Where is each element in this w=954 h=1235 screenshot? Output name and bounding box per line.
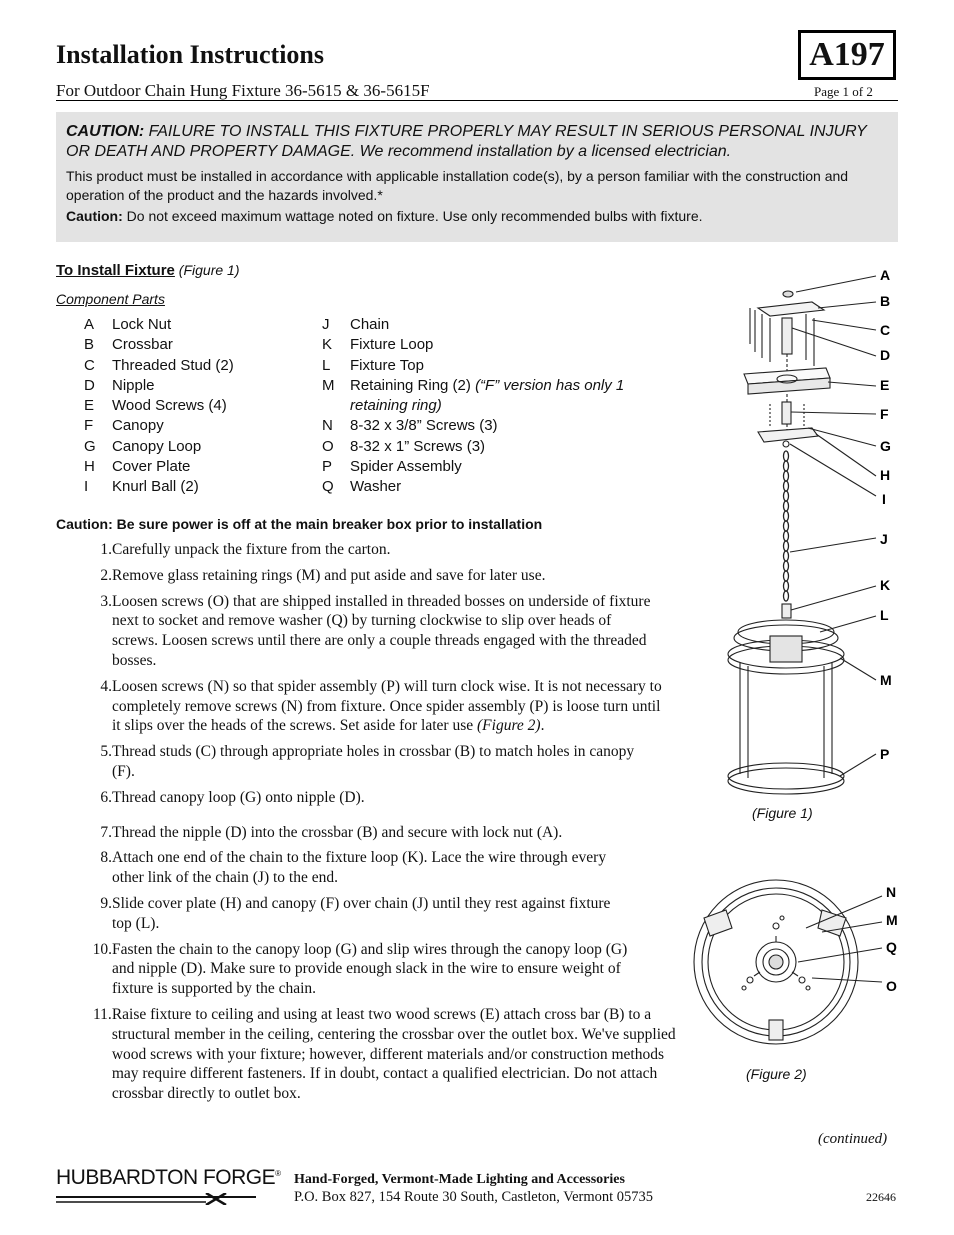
install-heading [56, 262, 239, 279]
part-key: O [322, 437, 334, 455]
fig1-label-j: J [880, 531, 888, 547]
step-text-body: Loosen screws (N) so that spider assembly (P) will turn clock wise. It is not necessary to completely remove screws (N) from fixture. Once spider assembly (P) is loose turn until it slips over the heads of the screws. Set aside for later use [112, 677, 662, 735]
part-key: P [322, 458, 333, 476]
step-text: Loosen screws (O) that are shipped installed in threaded bosses on underside of fixture next to socket and remove washer (Q) by turning clockwise to slip over heads of screws. Loosen screws until there are only a couple threads engaged with the threaded bosses. [112, 592, 651, 669]
list-item [56, 823, 676, 843]
figure-1-diagram [700, 262, 900, 802]
part-key: I [84, 478, 89, 496]
list-item [56, 848, 676, 888]
fig1-label-a: A [880, 267, 891, 283]
step-text [112, 677, 668, 736]
part-key: H [84, 458, 95, 476]
component-parts-heading: Component Parts [56, 291, 165, 307]
list-item [322, 477, 662, 497]
part-name-text: Retaining Ring (2) [350, 376, 476, 394]
fig1-label-l: L [880, 607, 889, 623]
list-item [322, 315, 662, 335]
list-item [322, 437, 662, 457]
fig2-label-o: O [886, 978, 897, 994]
step-number: 5. [100, 743, 112, 761]
part-note: (“F” version has only 1 retaining ring) [350, 376, 625, 415]
page-title: Installation Instructions [56, 40, 324, 69]
brand-logo-mark [56, 1193, 256, 1205]
step-number: 10. [92, 940, 112, 958]
part-name: Cover Plate [112, 458, 191, 476]
caution-warning [66, 122, 886, 162]
list-item [84, 396, 304, 416]
part-name: 8-32 x 3/8” Screws (3) [350, 417, 498, 435]
part-name: Canopy Loop [112, 437, 202, 455]
fig2-label-m: M [886, 912, 898, 928]
step-number: 9. [100, 894, 112, 912]
step-text: Thread canopy loop (G) onto nipple (D). [112, 788, 365, 806]
step-text: Fasten the chain to the canopy loop (G) and slip wires through the canopy loop (G) and nipple (D). Make sure to provide enough slack in the wire to ensure weight of fixture is supported by the chain. [112, 940, 628, 998]
part-name: 8-32 x 1” Screws (3) [350, 437, 486, 455]
part-name: Threaded Stud (2) [112, 356, 234, 374]
step-text: Raise fixture to ceiling and using at least two wood screws (E) attach cross bar (B) to a structural member in the ceiling, centering the crossbar over the outlet box. We've supplied wood screws with your fixture; however, different materials and/or construction methods may require different fasteners. If in doubt, contact a qualified electrician. Do not attach crossbar directly to outlet box. [111, 1005, 676, 1103]
parts-list-left [84, 315, 304, 498]
list-item [322, 376, 662, 417]
figure-1-caption: (Figure 1) [752, 805, 813, 821]
parts-list-right [322, 315, 662, 498]
part-name: Nipple [112, 376, 155, 394]
header-rule [56, 100, 898, 101]
part-key: B [84, 336, 95, 354]
list-item [56, 540, 676, 560]
list-item [322, 416, 662, 436]
step-note: (Figure 2) [477, 717, 541, 735]
registered-mark: ® [275, 1169, 281, 1178]
list-item [84, 416, 304, 436]
list-item [84, 356, 304, 376]
list-item [84, 315, 304, 335]
part-name: Fixture Top [350, 356, 424, 374]
list-item [322, 457, 662, 477]
list-item [56, 677, 676, 736]
part-name: Wood Screws (4) [112, 397, 227, 415]
caution-main-text: FAILURE TO INSTALL THIS FIXTURE PROPERLY MAY RESULT IN SERIOUS PERSONAL INJURY OR DEATH AND PROPERTY DAMAGE. We recommend installation by a licensed electrician. [66, 123, 867, 160]
list-item [84, 335, 304, 355]
part-key: N [322, 417, 333, 435]
fig1-label-b: B [880, 293, 891, 309]
step-number: 8. [100, 849, 112, 867]
part-name: Canopy [112, 417, 164, 435]
part-name: Chain [350, 316, 390, 333]
fig1-label-e: E [880, 377, 890, 393]
part-name: Spider Assembly [350, 458, 462, 476]
part-name [350, 376, 650, 417]
part-key: L [322, 356, 331, 374]
figure-2-diagram [690, 870, 900, 1050]
step-number: 4. [100, 677, 112, 695]
part-key: K [322, 336, 333, 354]
part-name: Crossbar [112, 336, 173, 354]
figure-2-caption: (Figure 2) [746, 1066, 807, 1082]
list-item [56, 566, 676, 586]
part-key: M [322, 376, 335, 394]
steps-list [56, 540, 676, 1110]
list-item [56, 1005, 676, 1104]
caution-code-text: This product must be installed in accordance with applicable installation code(s), by a person familiar with the construction and operation of the product and the hazards involved.* [66, 168, 849, 203]
continued-note: (continued) [818, 1131, 888, 1147]
list-item [56, 894, 676, 934]
step-text: Carefully unpack the fixture from the carton. [112, 541, 391, 558]
list-item [322, 356, 662, 376]
step-text: Remove glass retaining rings (M) and put aside and save for later use. [112, 566, 546, 584]
fig1-label-k: K [880, 577, 891, 593]
step-number: 2. [100, 566, 112, 584]
part-name: Knurl Ball (2) [112, 478, 199, 496]
install-heading-text: To Install Fixture [56, 262, 175, 279]
fig2-label-q: Q [886, 939, 897, 955]
step-text: Attach one end of the chain to the fixture loop (K). Lace the wire through every other link of the chain (J) to the end. [112, 849, 607, 887]
step-text: Thread studs (C) through appropriate holes in crossbar (B) to match holes in canopy (F). [112, 743, 635, 780]
step-number: 3. [100, 592, 112, 610]
part-name: Fixture Loop [350, 336, 434, 354]
part-key: Q [322, 478, 334, 496]
page-subtitle: For Outdoor Chain Hung Fixture 36-5615 & 36-5615F [56, 81, 430, 100]
fig1-label-p: P [880, 746, 890, 762]
part-name: Washer [350, 478, 402, 496]
footer-address: P.O. Box 827, 154 Route 30 South, Castleton, Vermont 05735 [294, 1189, 654, 1205]
step-text: Slide cover plate (H) and canopy (F) over chain (J) until they rest against fixture top (L). [112, 894, 611, 932]
caution-wattage [66, 208, 886, 224]
step-number: 1. [100, 541, 112, 558]
fig2-label-n: N [886, 884, 897, 900]
document-code-box: A197 [798, 30, 896, 80]
part-key: J [322, 316, 330, 333]
page-number: Page 1 of 2 [814, 84, 873, 99]
list-item [84, 477, 304, 497]
part-key: F [84, 417, 94, 435]
list-item [84, 376, 304, 396]
footer-tagline: Hand-Forged, Vermont-Made Lighting and Accessories [294, 1172, 625, 1187]
list-item [56, 742, 676, 782]
step-text: Thread the nipple (D) into the crossbar (B) and secure with lock nut (A). [112, 823, 563, 841]
fig1-label-d: D [880, 347, 891, 363]
part-name: Lock Nut [112, 316, 172, 333]
list-item [84, 457, 304, 477]
fig1-label-g: G [880, 438, 891, 454]
part-key: G [84, 437, 96, 455]
install-figure-ref: (Figure 1) [174, 262, 240, 278]
list-item [84, 437, 304, 457]
list-item [56, 592, 676, 671]
brand-logo [56, 1166, 281, 1190]
caution-wattage-label: Caution: [66, 208, 123, 224]
part-key: C [84, 356, 95, 374]
footer-doc-number: 22646 [866, 1190, 896, 1204]
step-tail: . [540, 717, 545, 735]
fig1-label-i: I [882, 491, 886, 507]
list-item [322, 335, 662, 355]
brand-name: HUBBARDTON FORGE [56, 1166, 276, 1189]
step-number: 11. [93, 1005, 112, 1023]
step-number: 7. [100, 823, 112, 841]
part-key: D [84, 376, 95, 394]
step-number: 6. [100, 788, 112, 806]
part-key: E [84, 397, 95, 415]
power-caution: Caution: Be sure power is off at the main breaker box prior to installation [56, 516, 543, 532]
caution-wattage-text: Do not exceed maximum wattage noted on fixture. Use only recommended bulbs with fixture. [122, 208, 703, 224]
caution-label: CAUTION: [66, 123, 145, 140]
list-item [56, 788, 676, 808]
fig1-label-m: M [880, 672, 892, 688]
part-key: A [84, 316, 95, 333]
fig1-label-c: C [880, 322, 891, 338]
fig1-label-f: F [880, 406, 889, 422]
fig1-label-h: H [880, 467, 891, 483]
list-item [56, 940, 676, 999]
